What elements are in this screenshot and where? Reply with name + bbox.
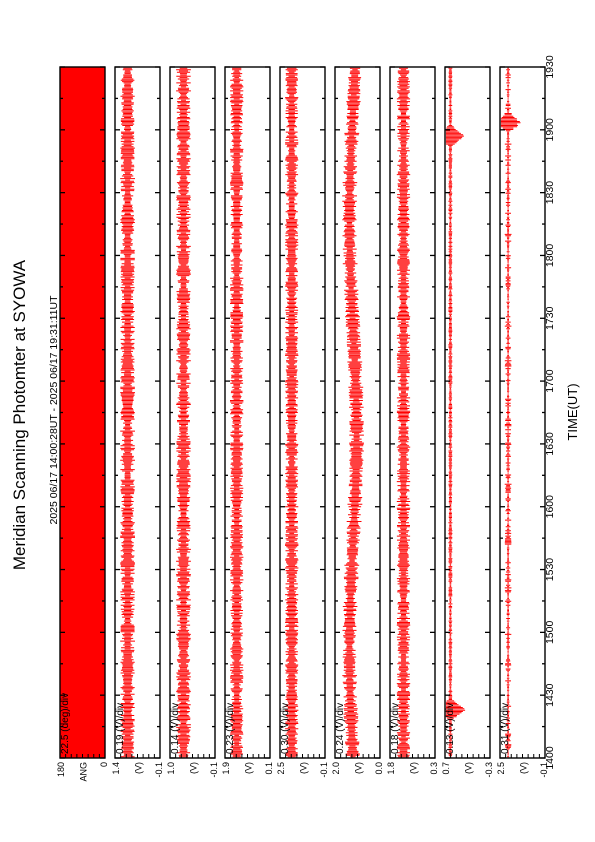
x-tick-label: 1530 [544, 557, 556, 582]
signal-trace [397, 67, 410, 758]
y-tick-label: 180 [56, 762, 66, 778]
panel-p5 [331, 67, 384, 775]
y-tick-label: 2.5 [496, 762, 506, 775]
signal-trace [176, 67, 191, 758]
x-tick-label: 1730 [544, 306, 556, 330]
y-tick-label: 1.8 [386, 762, 396, 775]
y-tick-label: 1.9 [221, 762, 231, 775]
panel-scale-label: 22.5 (deg)/div [60, 692, 71, 754]
panel-p1 [111, 67, 164, 778]
panel-p8 [496, 67, 549, 778]
panel-scale-label: 0.14 (V)/div [170, 702, 181, 754]
x-tick-label: 1900 [544, 118, 556, 142]
panel-scale-label: 0.23 (V)/div [225, 702, 236, 754]
angle-trace [60, 67, 105, 758]
signal-trace [120, 67, 135, 758]
signal-trace [446, 67, 465, 758]
page-title: Meridian Scanning Photomter at SYOWA [10, 259, 29, 571]
y-tick-label: 0.1 [264, 762, 274, 775]
y-tick-label: 2.0 [331, 762, 341, 775]
panel-p3 [221, 67, 274, 775]
y-tick-label: -0.1 [209, 762, 219, 778]
panel-scale-label: 0.13 (V)/div [445, 702, 456, 754]
y-axis-label: (V) [463, 762, 474, 774]
signal-trace [342, 67, 364, 758]
x-tick-label: 1930 [544, 55, 556, 79]
panel-p7 [441, 67, 494, 778]
y-axis-label: (V) [408, 762, 419, 774]
y-tick-label: -0.1 [154, 762, 164, 778]
panel-p6 [386, 67, 439, 775]
panel-p2 [166, 67, 219, 778]
signal-trace [230, 67, 243, 758]
panel-ang [56, 67, 109, 782]
x-tick-labels [544, 55, 556, 770]
panel-stack [56, 67, 549, 782]
y-axis-label: (V) [243, 762, 254, 774]
x-tick-label: 1800 [544, 243, 556, 268]
y-tick-label: 0.0 [374, 762, 384, 775]
y-tick-label: 0 [99, 762, 109, 768]
y-tick-label: -0.1 [539, 762, 549, 778]
panel-scale-label: 0.24 (V)/div [335, 702, 346, 754]
x-tick-label: 1830 [544, 180, 556, 205]
y-tick-label: 1.0 [166, 762, 176, 775]
signal-trace [501, 67, 521, 758]
panel-scale-label: 0.30 (V)/div [280, 702, 291, 754]
y-tick-label: 1.4 [111, 762, 121, 775]
y-axis-label: (V) [518, 762, 529, 774]
y-tick-label: -0.1 [319, 762, 329, 778]
panel-scale-label: 0.31 (V)/div [500, 702, 511, 754]
y-tick-label: 0.7 [441, 762, 451, 775]
y-axis-label: ANG [78, 762, 89, 782]
y-tick-label: 2.5 [276, 762, 286, 775]
x-tick-label: 1500 [544, 620, 556, 645]
x-axis-label: TIME(UT) [565, 383, 580, 441]
y-tick-label: 0.3 [429, 762, 439, 775]
panel-p4 [276, 67, 329, 778]
x-tick-label: 1630 [544, 432, 556, 456]
x-tick-label: 1700 [544, 369, 556, 393]
time-range-label: 2025 06/17 14:00:28UT - 2025 06/17 19:31:11UT [48, 295, 60, 525]
panel-scale-label: 0.18 (V)/div [390, 702, 401, 754]
panel-scale-label: 0.19 (V)/div [115, 702, 126, 754]
x-tick-label: 1430 [544, 683, 556, 707]
y-axis-label: (V) [353, 762, 364, 774]
y-axis-label: (V) [133, 762, 144, 774]
x-tick-label: 1400 [544, 746, 556, 770]
y-axis-label: (V) [298, 762, 309, 774]
x-tick-label: 1600 [544, 495, 556, 519]
y-tick-label: -0.3 [484, 762, 494, 778]
signal-trace [285, 67, 298, 758]
y-axis-label: (V) [188, 762, 199, 774]
panel-frame [390, 67, 435, 758]
panel-frame [170, 67, 215, 758]
